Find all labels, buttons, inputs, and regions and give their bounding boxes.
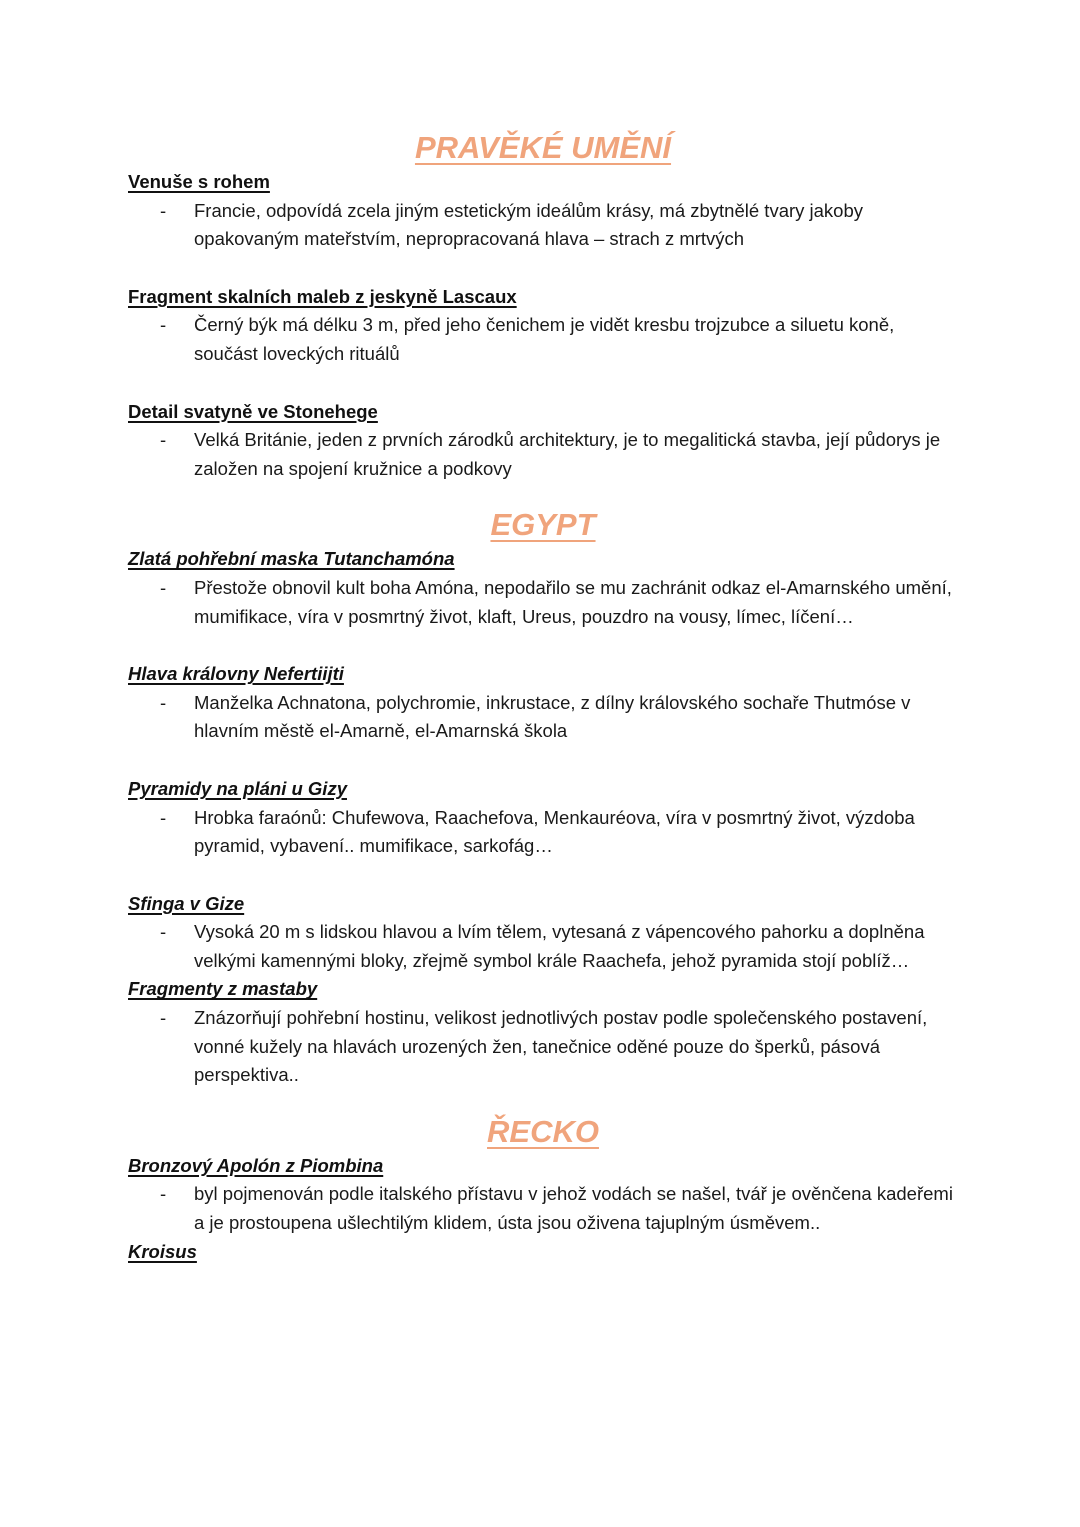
bullet-dash: - [160,1007,167,1029]
bullet-dash: - [160,921,167,943]
entry-title: Venuše s rohem [128,171,270,192]
bullet-text: Francie, odpovídá zcela jiným estetickým ideálům krásy, má zbytnělé tvary jakoby opakovaným mateřstvím, nepropracovaná hlava – strach z mrtvých [194,199,864,250]
section-title-recko [128,1112,958,1152]
entry-bullet [128,689,958,746]
entry-title: Hlava královny Nefertiijti [128,663,344,685]
bullet-dash: - [160,429,167,451]
entry-title: Sfinga v Gize [128,892,245,914]
entry-title: Fragment skalních maleb z jeskyně Lascaux [128,285,517,307]
section-title-text: PRAVĚKÉ UMĚNÍ [414,130,672,165]
bullet-dash: - [160,1183,167,1205]
bullet-text: Manželka Achnatona, polychromie, inkrustace, z dílny královského sochaře Thutmóse v hlavním městě el-Amarně, el-Amarnská škola [194,691,911,742]
entry-title: Pyramidy na pláni u Gizy [128,777,347,799]
bullet-dash: - [160,314,167,336]
entry-title: Detail svatyně ve Stonehege [128,400,378,422]
entry-title: Kroisus [128,1240,197,1262]
section-title-text: EGYPT [490,507,596,543]
bullet-text: Velká Británie, jeden z prvních zárodků architektury, je to megalitická stavba, její půdorys je založen na spojení kružnice a podkovy [194,429,941,479]
section-title-praveke-umeni [128,128,958,168]
entry-bullet [128,1004,958,1090]
entry-tutanchamon [128,545,958,631]
entry-mastaba [128,975,958,1089]
entry-bullet [128,1180,958,1237]
entry-title: Fragmenty z mastaby [128,978,318,1000]
bullet-dash: - [160,576,167,598]
entry-kroisus [128,1238,958,1267]
section-title-text: ŘECKO [487,1113,599,1149]
entry-apolon [128,1152,958,1238]
entry-sfinga [128,890,958,976]
section-title-egypt [128,505,958,545]
entry-title: Zlatá pohřební maska Tutanchamóna [128,548,455,570]
bullet-text: Černý býk má délku 3 m, před jeho čenichem je vidět kresbu trojzubce a siluetu koně, součást loveckých rituálů [194,314,895,364]
entry-bullet [128,804,958,861]
entry-nefertiti [128,660,958,746]
entry-stonehenge [128,398,958,484]
bullet-text: byl pojmenován podle italského přístavu v jehož vodách se našel, tvář je ověnčena kadeřemi a je prostoupena ušlechtilým klidem, ústa jsou oživena tajuplným úsměvem.. [194,1183,953,1234]
document-page [128,128,958,1266]
entry-bullet [128,311,958,368]
entry-bullet [128,918,958,975]
entry-venuse [128,168,958,254]
bullet-dash: - [160,199,167,221]
bullet-text: Hrobka faraónů: Chufewova, Raachefova, Menkauréova, víra v posmrtný život, výzdoba pyramid, vybavení.. mumifikace, sarkofág… [194,806,915,857]
entry-bullet [128,574,958,631]
bullet-dash: - [160,806,167,828]
entry-bullet [128,426,958,483]
entry-bullet [128,197,958,254]
entry-title: Bronzový Apolón z Piombina [128,1154,384,1176]
bullet-text: Přestože obnovil kult boha Amóna, nepodařilo se mu zachránit odkaz el-Amarnského umění, mumifikace, víra v posmrtný život, klaft, Ureus, pouzdro na vousy, límec, líčení… [194,576,952,627]
bullet-text: Znázorňují pohřební hostinu, velikost jednotlivých postav podle společenského postavení, vonné kužely na hlavách urozených žen, tanečnice oděné pouze do šperků, pásová perspektiva.. [194,1007,928,1086]
entry-pyramidy [128,775,958,861]
bullet-dash: - [160,691,167,713]
entry-lascaux [128,283,958,369]
bullet-text: Vysoká 20 m s lidskou hlavou a lvím tělem, vytesaná z vápencového pahorku a doplněna velkými kamennými bloky, zřejmě symbol krále Raachefa, jehož pyramida stojí poblíž… [194,921,925,971]
